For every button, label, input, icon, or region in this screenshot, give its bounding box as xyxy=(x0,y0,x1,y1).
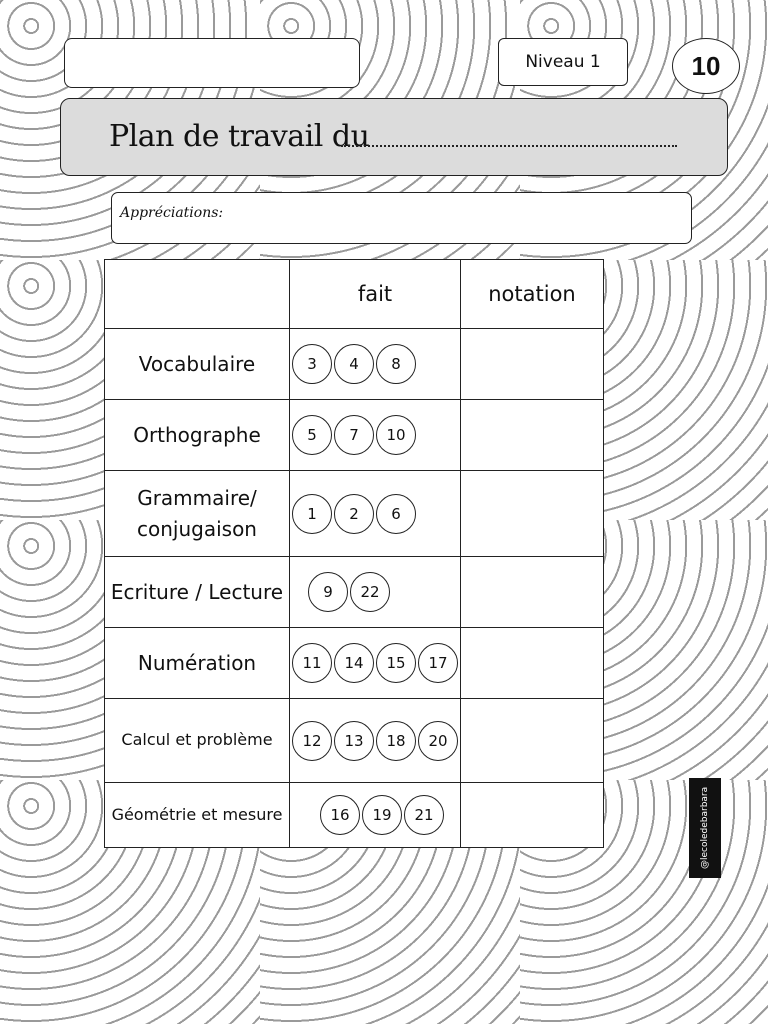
exercise-circle[interactable]: 7 xyxy=(334,415,374,455)
subject-label-line1: Grammaire/ xyxy=(137,485,257,510)
watermark-credit: @lecoledebarbara xyxy=(689,778,721,878)
exercise-cell xyxy=(290,699,461,783)
page-title: Plan de travail du xyxy=(109,119,370,154)
grade-cell[interactable] xyxy=(461,329,604,400)
table-row xyxy=(105,471,604,557)
grade-cell[interactable] xyxy=(461,699,604,783)
title-bar xyxy=(60,98,728,176)
exercise-cell xyxy=(290,557,461,628)
subject-label: Géométrie et mesure xyxy=(105,783,290,848)
subject-label: Calcul et problème xyxy=(105,699,290,783)
name-field[interactable] xyxy=(64,38,360,88)
grade-cell[interactable] xyxy=(461,783,604,848)
exercise-circle[interactable]: 5 xyxy=(292,415,332,455)
level-label: Niveau 1 xyxy=(498,38,628,86)
exercise-circle[interactable]: 15 xyxy=(376,643,416,683)
appreciations-box[interactable] xyxy=(111,192,692,244)
exercise-cell xyxy=(290,329,461,400)
exercise-cell xyxy=(290,400,461,471)
exercise-cell xyxy=(290,628,461,699)
exercise-circle[interactable]: 6 xyxy=(376,494,416,534)
sheet-number-badge: 10 xyxy=(672,38,740,94)
exercise-circle[interactable]: 21 xyxy=(404,795,444,835)
exercise-cell xyxy=(290,471,461,557)
exercise-circle[interactable]: 22 xyxy=(350,572,390,612)
exercise-circle[interactable]: 3 xyxy=(292,344,332,384)
grade-cell[interactable] xyxy=(461,557,604,628)
table-header-row xyxy=(105,260,604,329)
exercise-circle[interactable]: 13 xyxy=(334,721,374,761)
exercise-circle[interactable]: 11 xyxy=(292,643,332,683)
exercise-circle[interactable]: 12 xyxy=(292,721,332,761)
table-row xyxy=(105,628,604,699)
header-cell-grade: notation xyxy=(461,260,604,329)
exercise-circle[interactable]: 17 xyxy=(418,643,458,683)
table-row xyxy=(105,329,604,400)
exercise-circle[interactable]: 10 xyxy=(376,415,416,455)
exercise-circle[interactable]: 1 xyxy=(292,494,332,534)
exercise-circle[interactable]: 14 xyxy=(334,643,374,683)
date-fill-line[interactable] xyxy=(341,145,677,147)
exercise-circle[interactable]: 20 xyxy=(418,721,458,761)
subject-label: Ecriture / Lecture xyxy=(105,557,290,628)
grade-cell[interactable] xyxy=(461,471,604,557)
exercise-circle[interactable]: 9 xyxy=(308,572,348,612)
table-row xyxy=(105,557,604,628)
grade-cell[interactable] xyxy=(461,400,604,471)
subject-label xyxy=(105,471,290,557)
header-cell-done: fait xyxy=(290,260,461,329)
subject-label: Vocabulaire xyxy=(105,329,290,400)
header-cell-empty xyxy=(105,260,290,329)
exercise-cell xyxy=(290,783,461,848)
exercise-circle[interactable]: 18 xyxy=(376,721,416,761)
table-row xyxy=(105,699,604,783)
exercise-circle[interactable]: 16 xyxy=(320,795,360,835)
exercise-circle[interactable]: 2 xyxy=(334,494,374,534)
appreciations-label: Appréciations: xyxy=(120,205,224,221)
table-row xyxy=(105,783,604,848)
subject-label: Numération xyxy=(105,628,290,699)
grade-cell[interactable] xyxy=(461,628,604,699)
subject-label-line2: conjugaison xyxy=(137,516,257,541)
exercise-circle[interactable]: 8 xyxy=(376,344,416,384)
work-plan-table xyxy=(104,259,604,848)
exercise-circle[interactable]: 4 xyxy=(334,344,374,384)
table-row xyxy=(105,400,604,471)
subject-label: Orthographe xyxy=(105,400,290,471)
exercise-circle[interactable]: 19 xyxy=(362,795,402,835)
